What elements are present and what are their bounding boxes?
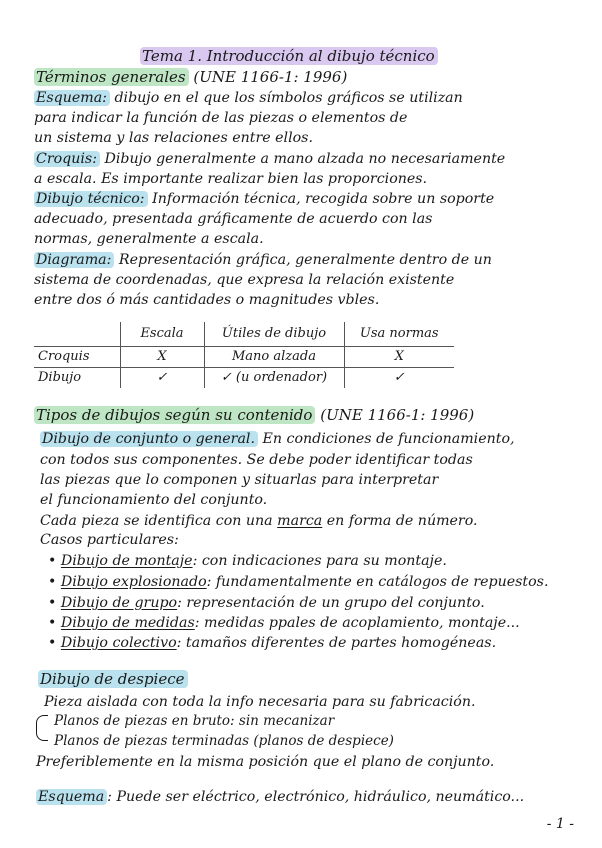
esquema-term: Esquema: xyxy=(34,90,110,106)
esquema-line-1 xyxy=(34,89,463,109)
table-cell: ✓ xyxy=(120,367,204,388)
esquema-text-1: dibujo en el que los símbolos gráficos se utilizan xyxy=(109,90,463,106)
case-desc: : medidas ppales de acoplamiento, montaje... xyxy=(194,615,520,631)
esquema-final-line xyxy=(36,788,524,808)
general-terms-heading xyxy=(34,68,347,88)
general-terms-title: Términos generales xyxy=(34,68,189,86)
bullet-icon: • xyxy=(48,615,61,631)
conjunto-text-1: En condiciones de funcionamiento, xyxy=(257,431,515,447)
drawing-types-title: Tipos de dibujos según su contenido xyxy=(34,406,315,424)
despiece-line-2: Preferiblemente en la misma posición que el plano de conjunto. xyxy=(36,754,495,770)
table-row xyxy=(34,367,454,388)
conjunto-text-5c: en forma de número. xyxy=(322,513,478,529)
esquema-line-2: para indicar la función de las piezas o elementos de xyxy=(34,110,408,126)
croquis-line-2: a escala. Es importante realizar bien las proporciones. xyxy=(34,171,428,187)
conjunto-term: Dibujo de conjunto o general. xyxy=(40,431,258,447)
drawing-types-heading xyxy=(34,406,474,426)
table-header-cell: Escala xyxy=(120,322,204,346)
bracket-icon xyxy=(36,715,48,741)
dibujo-tecnico-line-3: normas, generalmente a escala. xyxy=(34,231,264,247)
dibujo-tecnico-term: Dibujo técnico: xyxy=(34,191,148,207)
despiece-line-1: Pieza aislada con toda la info necesaria para su fabricación. xyxy=(44,694,476,710)
diagrama-line-1 xyxy=(34,251,492,271)
bullet-icon: • xyxy=(48,595,61,611)
page-number: - 1 - xyxy=(546,816,574,832)
diagrama-text-1: Representación gráfica, generalmente dentro de un xyxy=(114,252,492,268)
table-header-cell: Útiles de dibujo xyxy=(204,322,344,346)
table-row xyxy=(34,346,454,367)
table-cell: ✓ xyxy=(393,369,405,385)
general-terms-ref: (UNE 1166-1: 1996) xyxy=(193,68,348,86)
case-name: Dibujo colectivo xyxy=(60,635,177,651)
croquis-line-1 xyxy=(34,150,505,170)
despiece-plan-2: Planos de piezas terminadas (planos de despiece) xyxy=(54,733,394,749)
page-title-text: Tema 1. Introducción al dibujo técnico xyxy=(140,47,438,65)
despiece-title: Dibujo de despiece xyxy=(38,670,188,688)
croquis-text-1: Dibujo generalmente a mano alzada no necesariamente xyxy=(100,151,506,167)
conjunto-line-5 xyxy=(40,512,478,532)
conjunto-line-4: el funcionamiento del conjunto. xyxy=(40,492,268,508)
table-cell: X xyxy=(344,346,454,367)
table-cell: Mano alzada xyxy=(204,346,344,367)
conjunto-line-1 xyxy=(40,430,515,450)
case-name: Dibujo de grupo xyxy=(60,595,178,611)
case-desc: : con indicaciones para su montaje. xyxy=(192,553,447,569)
list-item xyxy=(48,594,485,614)
despiece-plan-1: Planos de piezas en bruto: sin mecanizar xyxy=(54,713,335,729)
page-title xyxy=(140,47,438,67)
diagrama-line-3: entre dos ó más cantidades o magnitudes vbles. xyxy=(34,292,380,308)
conjunto-line-2: con todos sus componentes. Se debe poder identificar todas xyxy=(40,452,473,468)
table-cell: Dibujo xyxy=(34,367,120,388)
list-item xyxy=(48,614,520,634)
case-name: Dibujo de medidas xyxy=(60,615,195,631)
table-header-cell: Usa normas xyxy=(344,322,454,346)
list-item xyxy=(48,552,447,572)
bullet-icon: • xyxy=(48,574,61,590)
drawing-types-ref: (UNE 1166-1: 1996) xyxy=(320,406,475,424)
despiece-heading xyxy=(38,670,188,690)
dibujo-tecnico-line-2: adecuado, presentada gráficamente de acuerdo con las xyxy=(34,211,433,227)
table-cell: Croquis xyxy=(34,346,120,367)
case-name: Dibujo explosionado xyxy=(60,574,207,590)
esquema-line-3: un sistema y las relaciones entre ellos. xyxy=(34,130,313,146)
case-desc: : representación de un grupo del conjunto. xyxy=(177,595,485,611)
marca-word: marca xyxy=(277,513,323,529)
esquema-final-term: Esquema xyxy=(36,789,107,805)
case-desc: : tamaños diferentes de partes homogéneas. xyxy=(176,635,497,651)
list-item xyxy=(48,634,496,654)
comparison-table xyxy=(34,322,454,388)
esquema-final-text: : Puede ser eléctrico, electrónico, hidráulico, neumático... xyxy=(107,789,525,805)
list-item xyxy=(48,573,548,593)
dibujo-tecnico-text-1: Información técnica, recogida sobre un soporte xyxy=(147,191,495,207)
table-header-row xyxy=(34,322,454,346)
diagrama-line-2: sistema de coordenadas, que expresa la relación existente xyxy=(34,272,455,288)
bullet-icon: • xyxy=(48,635,61,651)
case-name: Dibujo de montaje xyxy=(60,553,193,569)
table-cell: ✓ (u ordenador) xyxy=(204,367,344,388)
diagrama-term: Diagrama: xyxy=(34,252,114,268)
bullet-icon: • xyxy=(48,553,61,569)
conjunto-text-5a: Cada pieza se identifica con una xyxy=(40,513,278,529)
table-cell: X xyxy=(120,346,204,367)
conjunto-line-6: Casos particulares: xyxy=(40,532,179,548)
croquis-term: Croquis: xyxy=(34,151,100,167)
table-header-cell xyxy=(34,322,120,346)
case-desc: : fundamentalmente en catálogos de repuestos. xyxy=(206,574,549,590)
dibujo-tecnico-line-1 xyxy=(34,190,494,210)
conjunto-line-3: las piezas que lo componen y situarlas para interpretar xyxy=(40,472,439,488)
